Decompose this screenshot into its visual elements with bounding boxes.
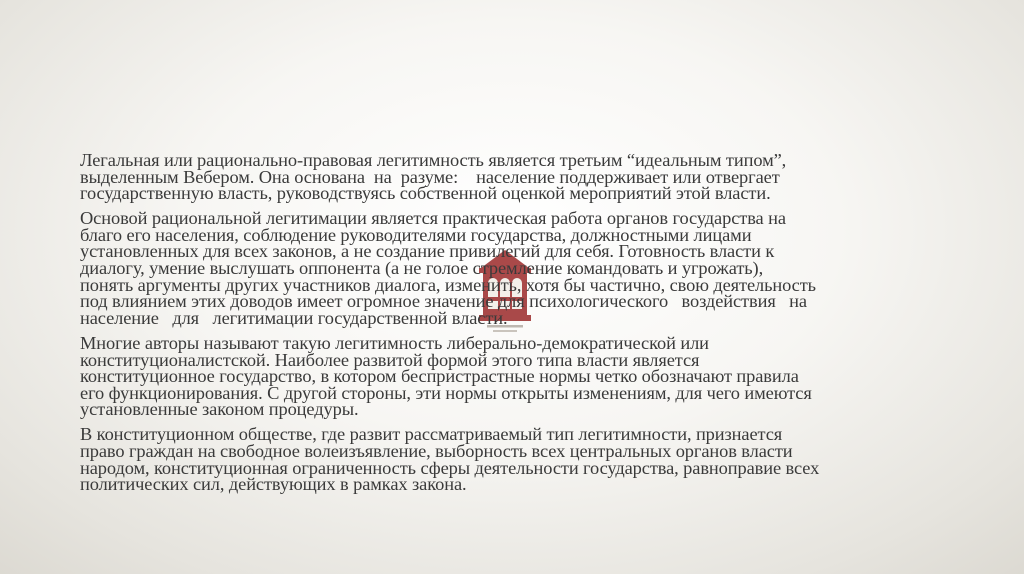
paragraph-1: Легальная или рационально-правовая легитимность является третьим “идеальным типом”, выделенным Вебером. Она основана на разуме: население поддерживает или отвергает государственную власть, руководствуясь собственной оценкой мероприятий этой власти.	[80, 150, 787, 204]
paragraph-3: Многие авторы называют такую легитимность либерально-демократической или конституционалистской. Наиболее развитой формой этого типа власти является конституционное государство, в котором беспристрастные нормы четко обозначают правила его функционирования. С другой стороны, эти нормы открыты изменениям, для чего имеются установленные законом процедуры.	[80, 332, 812, 420]
paragraph-4: В конституционном обществе, где развит рассматриваемый тип легитимности, признается право граждан на свободное волеизъявление, выборность всех центральных органов власти народом, конституционная ограниченность сферы деятельности государства, равноправие всех политических сил, действующих в рамках закона.	[80, 424, 820, 495]
slide-body-text	[80, 152, 950, 501]
paragraph-2: Основой рациональной легитимации является практическая работа органов государства на благо его населения, соблюдение руководителями государства, должностными лицами установленных для всех законов, а не создание привилегий для себя. Готовность власти к диалогу, умение выслушать оппонента (а не голое стремление командовать и угрожать), понять аргументы других участников диалога, изменить, хотя бы частично, свою деятельность под влиянием этих доводов имеет огромное значение для психологического воздействия на население для легитимации государственной власти.	[80, 208, 816, 328]
